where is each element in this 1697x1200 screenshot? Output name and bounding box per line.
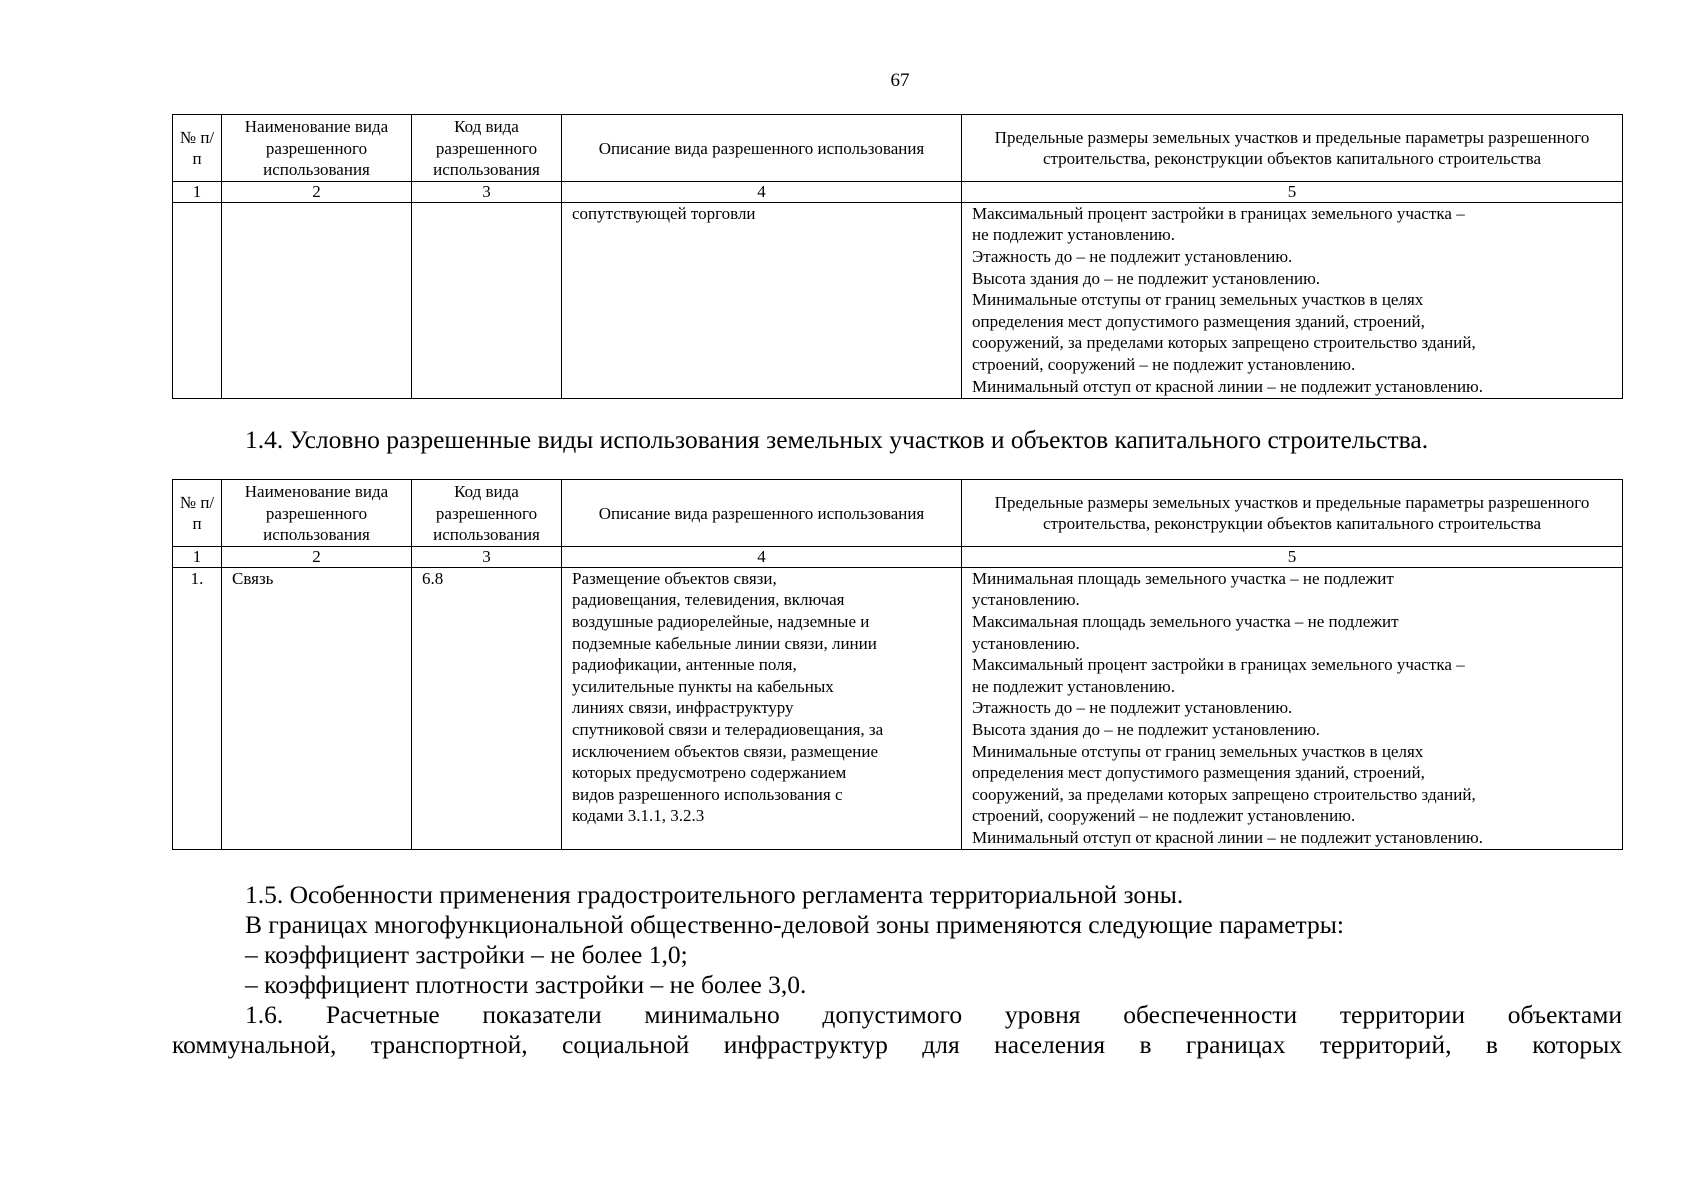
cell-parameters: Максимальный процент застройки в границах земельного участка – не подлежит установлению. Этажность до – не подлежит установлению. Высота здания до – не подлежит установлению. Минимальные отступы от границ земельных участков в целях определения мест допустимого размещения зданий, строений, сооружений, за пределами которых запрещено строительство зданий, строений, сооружений – не подлежит установлению. Минимальный отступ от красной линии – не подлежит установлению. — [962, 202, 1623, 398]
cell-name: Связь — [222, 567, 412, 849]
column-number: 3 — [412, 546, 562, 567]
section-heading-1-5: 1.5. Особенности применения градостроительного регламента территориальной зоны. — [245, 880, 1184, 909]
header-use-code: Код вида разрешенного использования — [412, 480, 562, 547]
column-number-row — [173, 181, 1623, 202]
column-number: 2 — [222, 181, 412, 202]
header-use-name: Наименование вида разрешенного использования — [222, 115, 412, 182]
list-item: – коэффициент застройки – не более 1,0; — [245, 940, 688, 969]
header-use-description: Описание вида разрешенного использования — [562, 115, 962, 182]
cell-num: 1. — [173, 567, 222, 849]
header-use-name: Наименование вида разрешенного использования — [222, 480, 412, 547]
header-num: № п/п — [173, 480, 222, 547]
conditional-use-table — [172, 479, 1623, 850]
cell-name — [222, 202, 412, 398]
column-number: 1 — [173, 546, 222, 567]
section-heading-1-6: 1.6. Расчетные показатели минимально допустимого уровня обеспеченности территории объектами — [245, 1000, 1622, 1029]
cell-code — [412, 202, 562, 398]
cell-description: Размещение объектов связи, радиовещания, телевидения, включая воздушные радиорелейные, надземные и подземные кабельные линии связи, линии радиофикации, антенные поля, усилительные пункты на кабельных линиях связи, инфраструктуру спутниковой связи и телерадиовещания, за исключением объектов связи, размещение которых предусмотрено содержанием видов разрешенного использования с кодами 3.1.1, 3.2.3 — [562, 567, 962, 849]
column-number: 3 — [412, 181, 562, 202]
section-heading-1-4: 1.4. Условно разрешенные виды использования земельных участков и объектов капитального строительства. — [245, 425, 1429, 454]
column-number: 5 — [962, 546, 1623, 567]
column-number: 2 — [222, 546, 412, 567]
header-parameters: Предельные размеры земельных участков и предельные параметры разрешенного строительства, реконструкции объектов капитального строительства — [962, 115, 1623, 182]
header-parameters: Предельные размеры земельных участков и предельные параметры разрешенного строительства, реконструкции объектов капитального строительства — [962, 480, 1623, 547]
cell-num — [173, 202, 222, 398]
header-use-description: Описание вида разрешенного использования — [562, 480, 962, 547]
paragraph-line: коммунальной, транспортной, социальной инфраструктур для населения в границах территорий, в которых — [172, 1030, 1622, 1059]
table-row — [173, 202, 1623, 398]
column-number: 5 — [962, 181, 1623, 202]
column-number: 1 — [173, 181, 222, 202]
paragraph-intro: В границах многофункциональной общественно-деловой зоны применяются следующие параметры: — [245, 910, 1344, 939]
header-use-code: Код вида разрешенного использования — [412, 115, 562, 182]
cell-code: 6.8 — [412, 567, 562, 849]
section-1-5 — [172, 880, 1622, 1060]
column-number: 4 — [562, 546, 962, 567]
header-num: № п/п — [173, 115, 222, 182]
column-number: 4 — [562, 181, 962, 202]
permitted-use-table-continuation — [172, 114, 1623, 399]
table-header-row — [173, 480, 1623, 547]
list-item: – коэффициент плотности застройки – не более 3,0. — [245, 970, 807, 999]
cell-description: сопутствующей торговли — [562, 202, 962, 398]
table-row — [173, 567, 1623, 849]
cell-parameters: Минимальная площадь земельного участка – не подлежит установлению. Максимальная площадь земельного участка – не подлежит установлению. Максимальный процент застройки в границах земельного участка – не подлежит установлению. Этажность до – не подлежит установлению. Высота здания до – не подлежит установлению. Минимальные отступы от границ земельных участков в целях определения мест допустимого размещения зданий, строений, сооружений, за пределами которых запрещено строительство зданий, строений, сооружений – не подлежит установлению. Минимальный отступ от красной линии – не подлежит установлению. — [962, 567, 1623, 849]
table-header-row — [173, 115, 1623, 182]
column-number-row — [173, 546, 1623, 567]
page-number: 67 — [890, 70, 910, 91]
